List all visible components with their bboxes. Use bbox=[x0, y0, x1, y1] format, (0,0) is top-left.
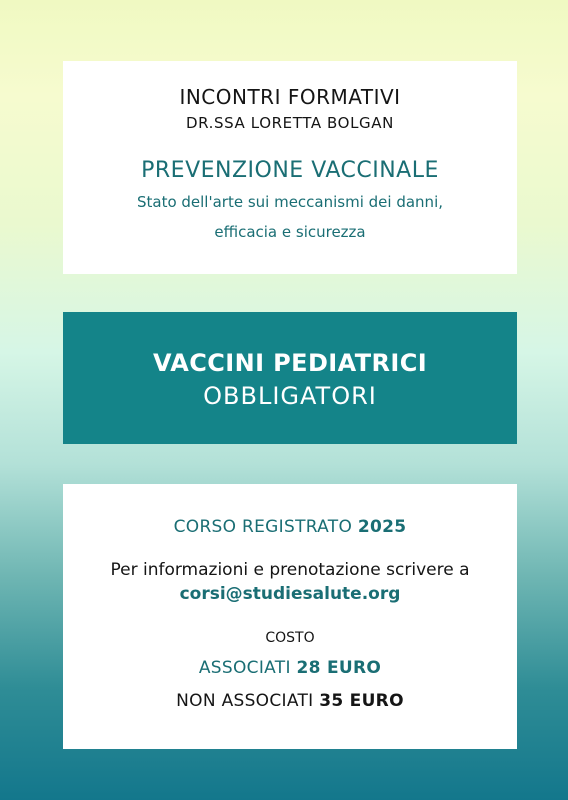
speaker-name: DR.SSA LORETTA BOLGAN bbox=[186, 114, 394, 132]
course-title: PREVENZIONE VACCINALE bbox=[141, 158, 439, 183]
details-card bbox=[63, 484, 517, 749]
course-subtitle-line2: efficacia e sicurezza bbox=[214, 223, 366, 241]
nonmembers-price: 35 EURO bbox=[319, 691, 404, 711]
members-price-row bbox=[63, 656, 517, 680]
course-registered-label: CORSO REGISTRATO bbox=[173, 517, 353, 537]
intro-card bbox=[63, 61, 517, 274]
members-price: 28 EURO bbox=[296, 658, 382, 678]
info-text: Per informazioni e prenotazione scrivere a bbox=[110, 560, 470, 580]
course-subtitle-line1: Stato dell'arte sui meccanismi dei danni, bbox=[136, 193, 444, 211]
course-registered bbox=[63, 515, 517, 539]
topic-subtitle: OBBLIGATORI bbox=[203, 382, 377, 410]
contact-email-link[interactable]: corsi@studiesalute.org bbox=[179, 584, 401, 604]
topic-banner bbox=[63, 312, 517, 444]
cost-label: COSTO bbox=[265, 630, 315, 646]
event-series-title: INCONTRI FORMATIVI bbox=[179, 85, 401, 109]
nonmembers-label: NON ASSOCIATI bbox=[176, 691, 314, 711]
topic-title: VACCINI PEDIATRICI bbox=[152, 349, 428, 377]
members-label: ASSOCIATI bbox=[198, 658, 291, 678]
course-year: 2025 bbox=[357, 517, 407, 537]
nonmembers-price-row bbox=[63, 689, 517, 713]
